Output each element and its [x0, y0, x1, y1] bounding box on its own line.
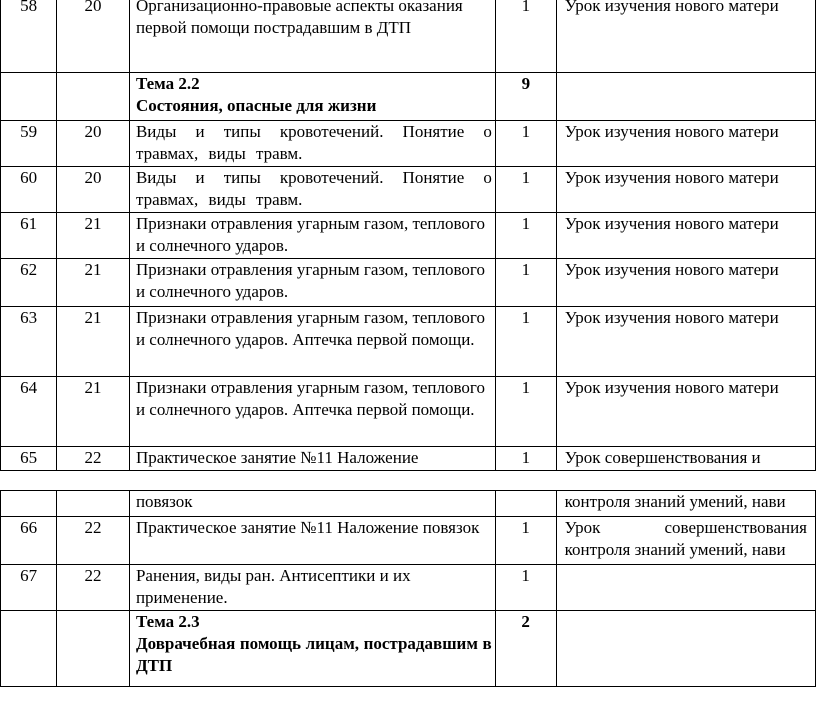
- lesson-number: 60: [1, 167, 57, 213]
- lesson-type: Урок изучения нового матери: [556, 121, 815, 167]
- lesson-number: 63: [1, 307, 57, 377]
- lesson-number: [1, 73, 57, 121]
- lesson-hours: 1: [495, 0, 556, 73]
- section-hours: 2: [495, 611, 556, 687]
- week-number: 22: [57, 517, 130, 565]
- lesson-type-line2: контроля знаний умений, нави: [564, 540, 786, 559]
- lesson-plan-table-bottom: [0, 490, 816, 687]
- lesson-type: Урок изучения нового матери: [556, 167, 815, 213]
- week-number: 21: [57, 377, 130, 447]
- lesson-type: [556, 517, 815, 565]
- section-hours: 9: [495, 73, 556, 121]
- lesson-type: Урок изучения нового матери: [556, 259, 815, 307]
- lesson-type-line1: [565, 517, 815, 539]
- lesson-type: Урок изучения нового матери: [556, 307, 815, 377]
- lesson-number: 62: [1, 259, 57, 307]
- week-number: 21: [57, 307, 130, 377]
- table-row: [1, 259, 816, 307]
- section-topic: [129, 611, 495, 687]
- week-number: 20: [57, 0, 130, 73]
- table-row: [1, 565, 816, 611]
- lesson-hours: 1: [495, 213, 556, 259]
- lesson-number: [1, 611, 57, 687]
- week-number: 22: [57, 565, 130, 611]
- table-row: [1, 121, 816, 167]
- lesson-hours: [495, 491, 556, 517]
- week-number: 20: [57, 121, 130, 167]
- lesson-topic: Признаки отравления угарным газом, теплового и солнечного ударов. Аптечка первой помощи.: [129, 307, 495, 377]
- lesson-number: 67: [1, 565, 57, 611]
- lesson-type: [556, 611, 815, 687]
- table-row: [1, 167, 816, 213]
- lesson-hours: 1: [495, 259, 556, 307]
- lesson-hours: 1: [495, 565, 556, 611]
- lesson-topic: Виды и типы кровотечений. Понятие о травмах, виды травм.: [129, 167, 495, 213]
- table-row: [1, 213, 816, 259]
- lesson-type-word: совершенствования: [664, 518, 807, 537]
- lesson-topic: Практическое занятие №11 Наложение: [129, 447, 495, 471]
- lesson-type: Урок совершенствования и: [556, 447, 815, 471]
- lesson-number: 66: [1, 517, 57, 565]
- week-number: [57, 611, 130, 687]
- table-row: [1, 377, 816, 447]
- lesson-number: 61: [1, 213, 57, 259]
- lesson-hours: 1: [495, 517, 556, 565]
- week-number: [57, 491, 130, 517]
- week-number: 22: [57, 447, 130, 471]
- section-subtitle: Состояния, опасные для жизни: [135, 96, 377, 115]
- lesson-hours: 1: [495, 307, 556, 377]
- lesson-type: Урок изучения нового матери: [556, 377, 815, 447]
- week-number: 21: [57, 213, 130, 259]
- table-row: [1, 517, 816, 565]
- lesson-topic: Виды и типы кровотечений. Понятие о травмах, виды травм.: [129, 121, 495, 167]
- lesson-hours: 1: [495, 167, 556, 213]
- lesson-number: 59: [1, 121, 57, 167]
- section-subtitle: Доврачебная помощь лицам, пострадавшим в ДТП: [135, 634, 492, 675]
- lesson-topic: Признаки отравления угарным газом, теплового и солнечного ударов.: [129, 213, 495, 259]
- table-row: [1, 307, 816, 377]
- lesson-topic: Признаки отравления угарным газом, теплового и солнечного ударов. Аптечка первой помощи.: [129, 377, 495, 447]
- table-row: [1, 0, 816, 73]
- lesson-topic: повязок: [129, 491, 495, 517]
- lesson-topic: Организационно-правовые аспекты оказания первой помощи пострадавшим в ДТП: [129, 0, 495, 73]
- lesson-hours: 1: [495, 121, 556, 167]
- lesson-number: 58: [1, 0, 57, 73]
- lesson-type: [556, 565, 815, 611]
- lesson-type-word: Урок: [564, 518, 601, 537]
- lesson-number: [1, 491, 57, 517]
- lesson-topic: Ранения, виды ран. Антисептики и их применение.: [129, 565, 495, 611]
- week-number: 21: [57, 259, 130, 307]
- table-row: [1, 447, 816, 471]
- section-row: [1, 73, 816, 121]
- week-number: 20: [57, 167, 130, 213]
- lesson-number: 64: [1, 377, 57, 447]
- lesson-hours: 1: [495, 377, 556, 447]
- lesson-topic: Признаки отравления угарным газом, теплового и солнечного ударов.: [129, 259, 495, 307]
- lesson-topic: Практическое занятие №11 Наложение повязок: [129, 517, 495, 565]
- lesson-number: 65: [1, 447, 57, 471]
- section-row: [1, 611, 816, 687]
- week-number: [57, 73, 130, 121]
- section-topic: [129, 73, 495, 121]
- lesson-type: контроля знаний умений, нави: [556, 491, 815, 517]
- lesson-type: Урок изучения нового матери: [556, 213, 815, 259]
- lesson-hours: 1: [495, 447, 556, 471]
- section-title: Тема 2.3: [135, 612, 200, 631]
- lesson-type: Урок изучения нового матери: [556, 0, 815, 73]
- table-row: [1, 491, 816, 517]
- lesson-type: [556, 73, 815, 121]
- section-title: Тема 2.2: [135, 74, 200, 93]
